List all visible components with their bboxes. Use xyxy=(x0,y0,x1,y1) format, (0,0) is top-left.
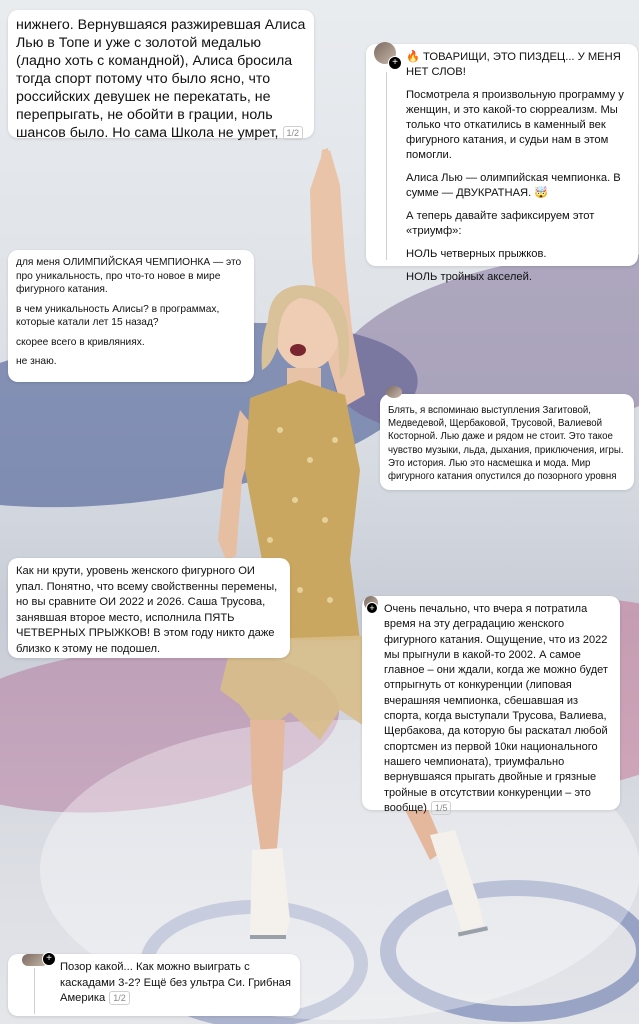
comment-card-2 xyxy=(366,44,638,283)
comment-text: Как ни крути, уровень женского фигурного ОИ упал. Понятно, что всему свойственны перемены, но вы сравните ОИ 2022 и 2026. Саша Трусова, занявшая второе место, исполнила ПЯТЬ ЧЕТВЕРНЫХ ПРЫЖКОВ! В этом году никто даже близко к этому не подошел. xyxy=(16,565,278,655)
thread-line xyxy=(386,72,387,260)
comment-card-7 xyxy=(8,954,300,1016)
comment-text: нижнего. Вернувшаяся разжиревшая Алиса Лью в Топе и уже с золотой медалью (ладно хоть с командной), Алиса бросила тогда спорт потому что было ясно, что российских девушек не перекатать, не перепрыгать, не обойти в грации, ноль шансов было. Но сама Школа не умрет, xyxy=(16,17,306,141)
page-indicator[interactable]: 1/2 xyxy=(109,991,130,1005)
comment-card-3 xyxy=(8,250,254,382)
comment-paragraph-5: НОЛЬ тройных акселей. xyxy=(406,271,532,283)
plus-icon[interactable]: + xyxy=(42,952,56,966)
comment-card-6 xyxy=(362,596,620,814)
plus-icon[interactable]: + xyxy=(388,56,402,70)
comment-paragraph-3: скорее всего в кривляниях. xyxy=(16,336,145,348)
comment-paragraph-2: Алиса Лью — олимпийская чемпионка. В сумме — ДВУКРАТНАЯ. 🤯 xyxy=(406,172,621,199)
comment-paragraph-4: не знаю. xyxy=(16,356,57,367)
comment-text: Блять, я вспоминаю выступления Загитовой, Медведевой, Щербаковой, Трусовой, Валиевой Косторной. Лью даже и рядом не стоит. Это такое чувство музыки, льда, дыхания, приключения, игры. Это история. Лью это насмешка и мода. Мир фигурного катания опустился до позорного уровня xyxy=(388,405,624,483)
comment-text: Очень печально, что вчера я потратила время на эту деградацию женского фигурного катания. Ощущение, что из 2022 мы прыгнули в какой-то 2002. А самое главное – они ждали, когда же можно будет отпрыгнуть от конкуренции (липовая вчерашняя чемпионка, сбешавшая из спорта, когда выступали Трусова, Валиева, Щербакова, да которую бы раскатал любой спортсмен из первой 10ки национального нашего чемпионата), триумфально вернувшаяся прыгать двойные и грязные тройные в отсутствии конкуренции – это вообще) xyxy=(384,603,608,814)
plus-icon[interactable]: + xyxy=(366,602,378,614)
comment-paragraph-4: НОЛЬ четверных прыжков. xyxy=(406,248,547,260)
comment-card-5 xyxy=(8,558,290,658)
comment-card-1 xyxy=(8,10,314,141)
comment-card-4 xyxy=(380,394,634,490)
comment-paragraph-1: Посмотрела я произвольную программу у женщин, и это какой-то сюрреализм. Мы только что откатились в каменный век фигурного катания, и судьи нам в этом помогли. xyxy=(406,89,624,161)
page-indicator[interactable]: 1/2 xyxy=(283,126,304,140)
page-indicator[interactable]: 1/5 xyxy=(431,801,452,815)
comment-paragraph-1: для меня ОЛИМПИЙСКАЯ ЧЕМПИОНКА — это про уникальность, про что-то новое в мире фигурного катания. xyxy=(16,257,242,295)
comment-paragraph-2: в чем уникальность Алисы? в программах, которые катали лет 15 назад? xyxy=(16,303,220,328)
comment-text: Позор какой... Как можно выиграть с каскадами 3-2? Ещё без ультра Си. Грибная Америка xyxy=(60,961,291,1004)
comment-headline: 🔥 ТОВАРИЩИ, ЭТО ПИЗДЕЦ... У МЕНЯ НЕТ СЛОВ! xyxy=(406,51,621,78)
comment-paragraph-3: А теперь давайте зафиксируем этот «триумф»: xyxy=(406,210,595,237)
avatar[interactable] xyxy=(386,386,402,398)
thread-line xyxy=(34,968,35,1014)
